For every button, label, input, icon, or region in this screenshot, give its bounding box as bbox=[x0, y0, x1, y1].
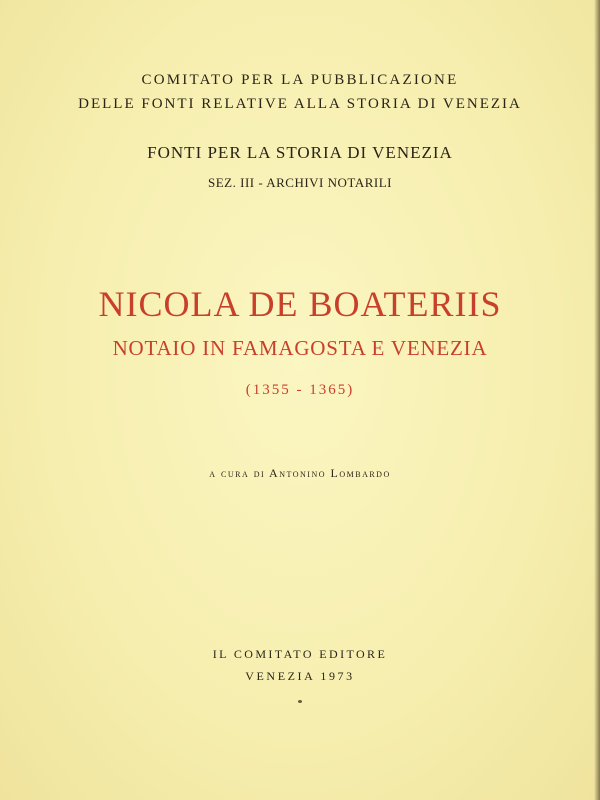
publisher: IL COMITATO EDITORE bbox=[212, 647, 388, 661]
committee-line-2: DELLE FONTI RELATIVE ALLA STORIA DI VENEZIA bbox=[78, 96, 522, 112]
committee-line-1: COMITATO PER LA PUBBLICAZIONE bbox=[141, 72, 459, 88]
book-title: NICOLA DE BOATERIIS bbox=[98, 284, 502, 324]
section-label: SEZ. III - ARCHIVI NOTARILI bbox=[208, 175, 392, 190]
place-and-year: VENEZIA 1973 bbox=[245, 669, 355, 683]
date-range: (1355 - 1365) bbox=[245, 382, 355, 398]
editor-credit: a cura di Antonino Lombardo bbox=[209, 466, 391, 480]
book-subtitle: NOTAIO IN FAMAGOSTA E VENEZIA bbox=[112, 336, 488, 360]
series-title: FONTI PER LA STORIA DI VENEZIA bbox=[147, 143, 453, 162]
ink-speck bbox=[298, 700, 302, 703]
